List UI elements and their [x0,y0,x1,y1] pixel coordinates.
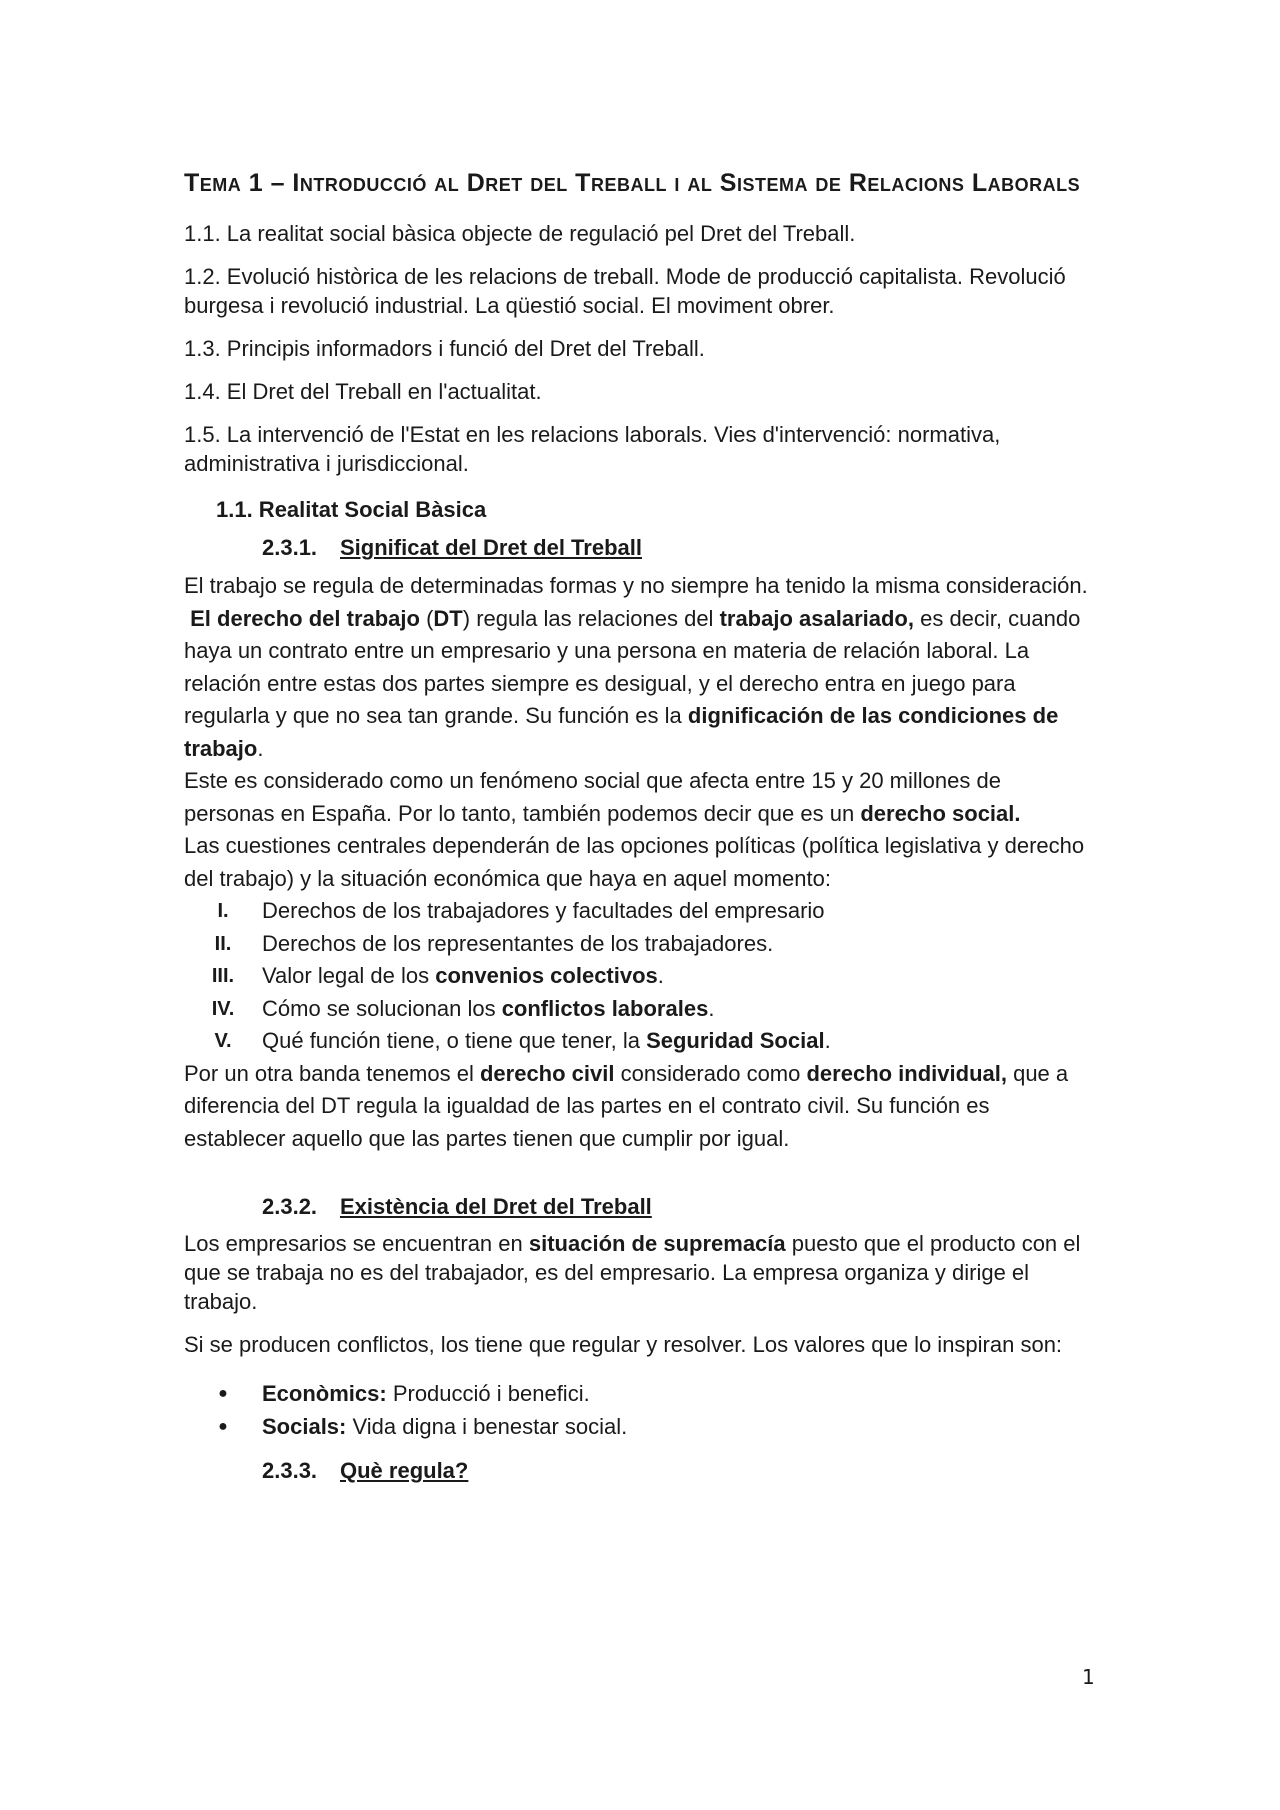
list-number: V. [214,1030,232,1052]
paragraph [184,603,1096,766]
list-number: IV. [211,997,235,1020]
subsection-heading [262,532,1096,564]
text-run: ) regula las relaciones del [462,605,720,631]
list-item [184,1377,1096,1410]
section-heading: 1.1. Realitat Social Bàsica [216,497,487,522]
bullet-icon: ● [218,1385,228,1402]
paragraph [184,765,1096,830]
bold-term: conflictos laborales [501,995,709,1021]
topic-outline [184,219,1096,478]
text-run: Este es considerado como un fenómeno social que afecta entre 15 y 20 millones de personas en España. Por lo tanto, también podemos decir que es un [184,768,1001,826]
subsection-number: 2.3.2. [262,1194,318,1219]
bold-term: El derecho del trabajo [190,605,420,631]
text-run: ( [419,605,434,631]
paragraph: El trabajo se regula de determinadas formas y no siempre ha tenido la misma consideración. [184,573,1088,598]
list-number: III. [211,965,235,987]
text-run: Producció i benefici. [386,1381,590,1406]
paragraph [184,1229,1096,1316]
list-item [184,1410,1096,1443]
outline-item: 1.4. El Dret del Treball en l'actualitat. [184,379,542,404]
text-run: Por un otra banda tenemos el [184,1060,480,1086]
bold-term: derecho individual, [806,1060,1007,1086]
text-run: Qué función tiene, o tiene que tener, la [262,1028,647,1053]
text-run: puesto que el producto con el que se trabaja no es del trabajador, es del empresario. La empresa organiza y dirige el trabajo. [184,1231,1081,1314]
roman-list [184,895,1096,1058]
section-body [184,1229,1096,1443]
subsection-title: Existència del Dret del Treball [340,1194,652,1219]
bold-term: situación de supremacía [528,1231,786,1256]
page-number: 1 [1082,1665,1095,1689]
list-item [184,895,1096,928]
bold-term: Econòmics: [262,1381,387,1406]
bold-term: Socials: [262,1414,347,1439]
page-title: Tema 1 – Introducció al Dret del Treball i al Sistema de Relacions Laborals [184,169,1081,197]
bold-term: convenios colectivos [435,963,658,988]
subsection-heading [262,1191,1096,1223]
text-run: . [257,735,264,761]
text-run: es decir, cuando haya un contrato entre un empresario y una persona en materia de relación laboral. La relación entre estas dos partes siempre es desigual, y el derecho entra en juego para regularla y que no sea tan grande. Su función es la [184,605,1081,728]
list-item [184,960,1096,993]
text-run: Valor legal de los [262,963,436,988]
bold-term: trabajo asalariado, [719,605,914,631]
subsection-title: Significat del Dret del Treball [340,535,642,560]
subsection-heading [262,1455,1096,1487]
text-run: Derechos de los trabajadores y facultades del empresario [262,898,825,923]
page-content [184,156,1096,1493]
text-run: . [708,995,715,1021]
text-run: que a diferencia del DT regula la igualdad de las partes en el contrato civil. Su función es establecer aquello que las partes tienen que cumplir por igual. [184,1060,1069,1151]
bold-term: dignificación de las condiciones de trabajo [184,703,1059,761]
text-run: considerado como [614,1060,807,1086]
text-run: Derechos de los representantes de los trabajadores. [262,930,774,956]
bullet-icon: ● [218,1418,228,1435]
list-number: II. [214,932,232,955]
text-run: Cómo se solucionan los [262,995,502,1021]
list-item [184,993,1096,1026]
paragraph: Las cuestiones centrales dependerán de las opciones políticas (política legislativa y derecho del trabajo) y la situación económica que haya en aquel momento: [184,833,1085,891]
text-run: Vida digna i benestar social. [346,1414,628,1439]
list-item [184,928,1096,961]
subsection-number: 2.3.3. [262,1458,318,1483]
subsection-title: Què regula? [340,1458,469,1483]
bold-term: derecho civil [479,1060,615,1086]
bold-term: Seguridad Social [646,1028,825,1053]
section-body [184,570,1096,1155]
paragraph [184,1058,1096,1156]
paragraph: Si se producen conflictos, los tiene que regular y resolver. Los valores que lo inspiran son: [184,1332,1063,1357]
outline-item: 1.1. La realitat social bàsica objecte de regulació pel Dret del Treball. [184,221,856,246]
outline-item: 1.3. Principis informadors i funció del Dret del Treball. [184,336,705,361]
list-number: I. [217,900,229,922]
bold-term: DT [433,605,463,631]
subsection-number: 2.3.1. [262,535,318,560]
text-run: . [824,1028,831,1053]
outline-item: 1.2. Evolució històrica de les relacions de treball. Mode de producció capitalista. Revolució burgesa i revolució industrial. La qüestió social. El moviment obrer. [184,264,1066,318]
bullet-list [184,1377,1096,1443]
bold-term: derecho social. [860,800,1021,826]
text-run: . [657,963,664,988]
text-run: Los empresarios se encuentran en [184,1231,529,1256]
list-item [184,1025,1096,1058]
outline-item: 1.5. La intervenció de l'Estat en les relacions laborals. Vies d'intervenció: normativa, administrativa i jurisdiccional. [184,422,1001,476]
